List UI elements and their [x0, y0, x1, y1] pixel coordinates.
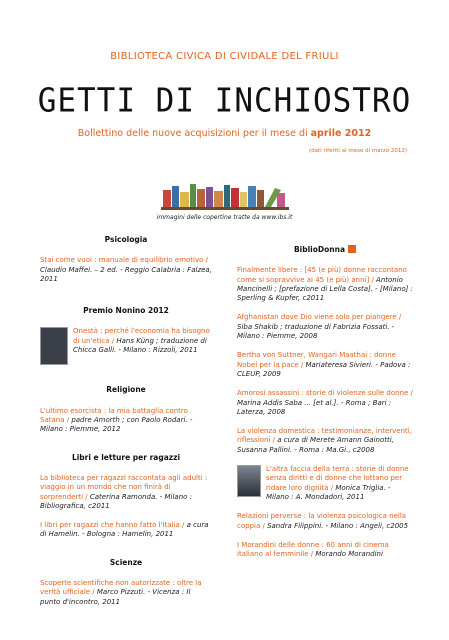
item-ref: Antonio Mancinelli ; [prefazione di Lella Costa]. - [Milano] : Sperling & Kupfer, c2011	[237, 275, 413, 303]
list-item	[40, 521, 212, 540]
item-title: Afghanistan dove Dio viene solo per piangere /	[237, 313, 402, 322]
list-item	[40, 474, 212, 511]
item-ref: Hans Küng ; traduzione di Chicca Galli. - Milano : Rizzoli, 2011	[73, 336, 207, 355]
item-ref: padre Amorth ; con Paolo Rodari. - Milano : Piemme, 2012	[40, 416, 193, 434]
item-title: Finalmente libere : [45 (e più) donne raccontano come si sopravvive ai 45 (e più) anni] /	[237, 266, 407, 284]
section-title-psicologia: Psicologia	[104, 235, 148, 244]
library-name: BIBLIOTECA CIVICA DI CIVIDALE DEL FRIULI	[110, 51, 339, 62]
item-title: La biblioteca per ragazzi raccontata agli adulti : viaggio in un mondo che non finirà di sorprenderti /	[40, 473, 208, 501]
item-ref: Mariateresa Sivieri. - Padova : CLEUP, 2009	[237, 360, 411, 378]
section-title-text: BiblioDonna	[293, 245, 346, 254]
item-title: Relazioni perverse : la violenza psicologica nella coppia /	[237, 512, 407, 530]
item-title: Bertha von Suttner, Wangari Maathai : donne Nobel per la pace /	[237, 351, 396, 369]
item-ref: Marina Addis Saba ... [et al.]. - Roma ; Bari : Laterza, 2008	[237, 398, 392, 416]
item-ref: Caterina Ramonda. - Milano : Bibliografica, c2011	[40, 492, 193, 510]
list-item	[237, 512, 413, 531]
item-ref: Claudio Maffei. – 2 ed. - Reggio Calabria : Falzea, 2011	[40, 265, 212, 283]
list-item	[237, 351, 413, 379]
item-ref: Morando Morandini	[315, 550, 383, 559]
item-title: La violenza domestica : testimonianze, interventi, riflessioni /	[237, 427, 412, 445]
list-item	[40, 407, 212, 435]
item-title: L'ultimo esorcista : la mia battaglia contro Satana /	[40, 406, 188, 425]
item-title: Stai come vuoi : manuale di equilibrio emotivo /	[40, 256, 209, 265]
item-ref: a cura di Merete Amann Gainotti, Susanna Pallini. - Roma : Ma.Gi., c2008	[237, 436, 394, 454]
item-ref: Marco Pizzuti. - Vicenza : Il punto d'incontro, 2011	[40, 588, 191, 606]
item-title: I Morandini delle donne : 60 anni di cinema italiano al femminile /	[237, 540, 389, 559]
item-ref: Sandra Filippini. - Milano : Angeli, c2005	[267, 521, 409, 530]
section-title-religione: Religione	[106, 385, 146, 395]
subtitle-text: Bollettino delle nuove acquisizioni per il mese di	[77, 128, 311, 139]
item-title: L'altra faccia della terra : storie di donne senza diritti e di donne che lottano per ridare loro dignità /	[266, 465, 409, 492]
bulletin-subtitle	[0, 128, 449, 139]
list-item	[237, 313, 413, 341]
list-item	[40, 579, 212, 607]
item-ref: Siba Shakib ; traduzione di Fabrizia Fossati. - Milano : Piemme, 2008	[237, 322, 395, 341]
list-item	[237, 266, 413, 303]
item-ref: Monica Triglia. - Milano : A. Mondadori, 2011	[266, 483, 391, 501]
section-title-ragazzi: Libri e letture per ragazzi	[71, 452, 181, 462]
item-text	[73, 327, 212, 365]
item-title: Amorosi assassini : storie di violenze sulle donne /	[237, 389, 413, 398]
book-cover-thumbnail	[237, 465, 261, 497]
masthead-title: GETTI DI INCHIOSTRO	[37, 82, 412, 120]
section-title-nonino: Premio Nonino 2012	[83, 306, 169, 316]
list-item	[40, 327, 212, 365]
subtitle-month: aprile 2012	[310, 128, 372, 139]
date-note: (dati riferiti al mese di marzo 2012)	[308, 148, 407, 154]
book-cover-thumbnail	[40, 327, 68, 365]
section-title-scienze: Scienze	[109, 557, 143, 567]
list-item	[40, 256, 212, 284]
right-column	[237, 235, 413, 569]
item-text	[266, 465, 413, 502]
list-item	[237, 389, 413, 417]
section-title-bibliodonna	[237, 245, 413, 254]
list-item	[237, 465, 413, 502]
list-item	[237, 541, 413, 560]
cover-credit: immagini delle copertine tratte da www.ibs.it	[156, 214, 293, 221]
item-ref: a cura di Hamelin. - Bologna : Hamelin, 2011	[40, 521, 209, 539]
list-item	[237, 427, 413, 455]
item-title: Scoperte scientifiche non autorizzate : oltre la verità ufficiale /	[40, 579, 202, 597]
bibliodonna-icon	[348, 245, 356, 253]
bookshelf-illustration	[157, 180, 293, 210]
left-column	[40, 235, 212, 617]
item-title: I libri per ragazzi che hanno fatto l'Italia /	[40, 521, 187, 530]
item-title: Onestà : perché l'economia ha bisogno di un'etica /	[73, 327, 210, 345]
